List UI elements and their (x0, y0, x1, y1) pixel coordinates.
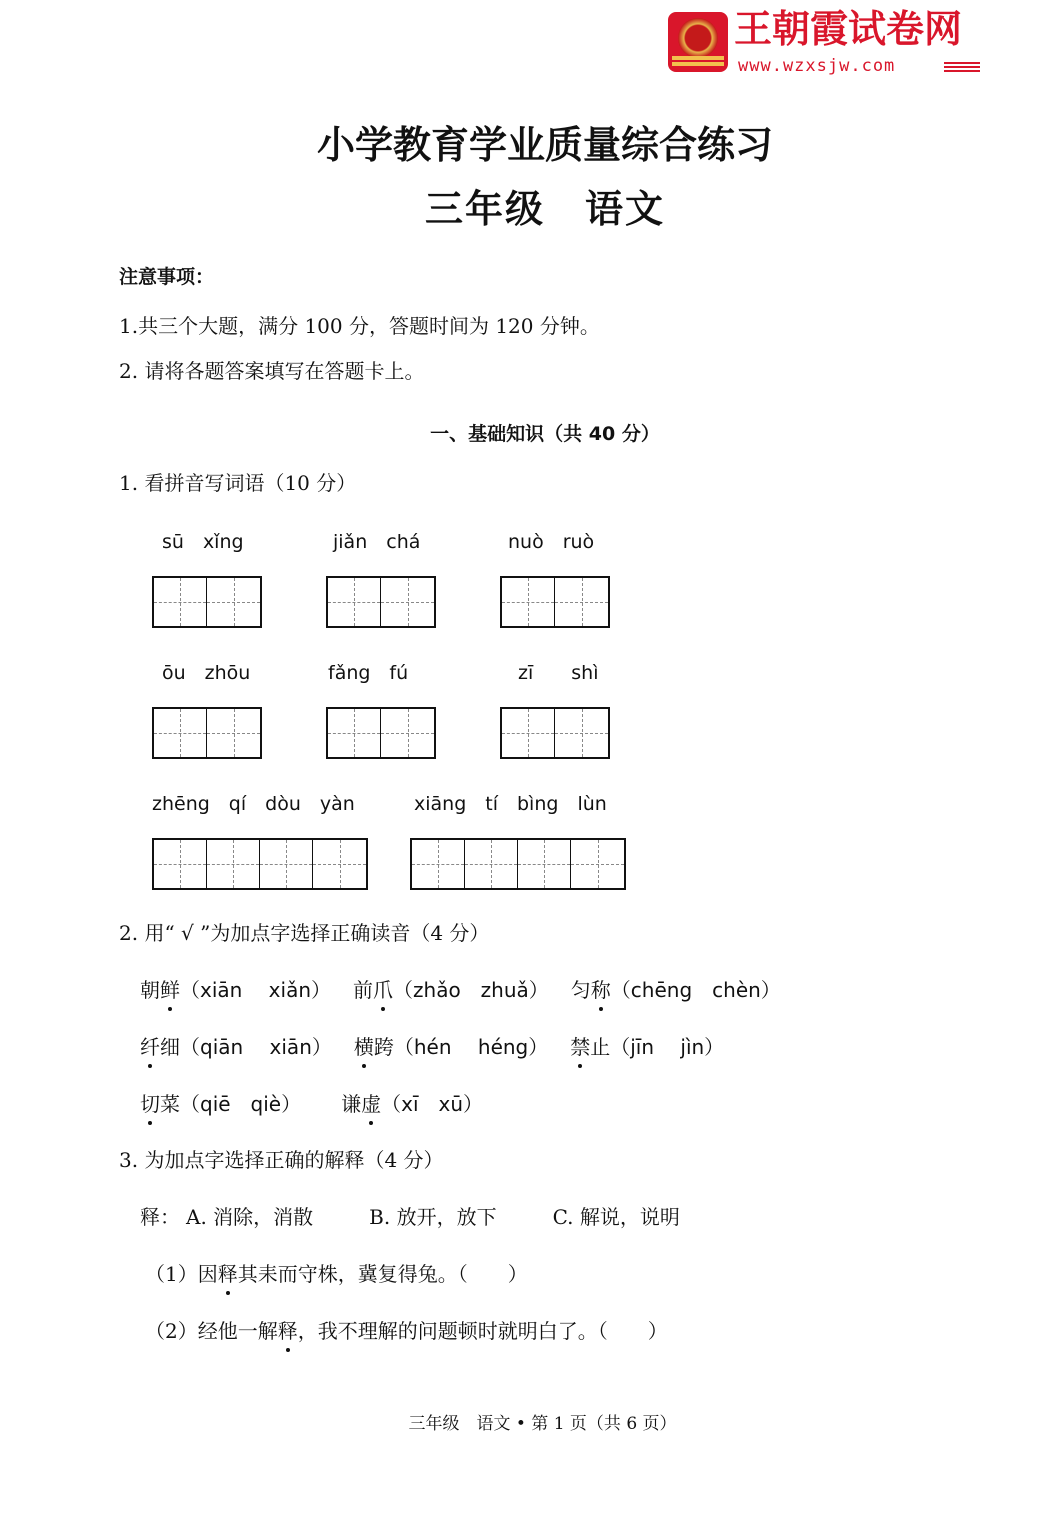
pronunciation-row (140, 977, 781, 1003)
pinyin-label: zī shì (518, 662, 599, 684)
sentence-part: （2）经他一解 (145, 1319, 278, 1343)
writing-grid[interactable] (500, 707, 610, 759)
dotted-char: 鲜 (160, 978, 180, 1002)
sentence-part: ，我不理解的问题顿时就明白了。（ ） (297, 1319, 668, 1343)
pronunciation-item[interactable] (140, 977, 331, 1003)
writing-grid[interactable] (500, 576, 610, 628)
notice-item: 2. 请将各题答案填写在答题卡上。 (119, 359, 425, 383)
pronunciation-item[interactable] (353, 977, 549, 1003)
pinyin-label: xiāng tí bìng lùn (414, 793, 607, 815)
dotted-char: 禁 (570, 1035, 591, 1059)
pinyin-options: （qiē qiè） (180, 1092, 302, 1116)
pinyin-label: ōu zhōu (162, 662, 251, 684)
page-title: 小学教育学业质量综合练习 (316, 123, 773, 167)
writing-grid[interactable] (326, 707, 436, 759)
pinyin-options: （xiān xiǎn） (180, 978, 332, 1002)
notice-heading: 注意事项： (119, 266, 215, 288)
writing-grid[interactable] (152, 576, 262, 628)
dotted-char: 切 (140, 1092, 160, 1116)
question-title: 3. 为加点字选择正确的解释（4 分） (119, 1148, 444, 1172)
site-logo (668, 7, 998, 78)
pinyin-options: （xī xū） (381, 1092, 484, 1116)
word-part: 匀 (570, 978, 591, 1002)
dotted-char: 称 (590, 978, 611, 1002)
pronunciation-item[interactable] (140, 1091, 301, 1117)
word-part: 谦 (341, 1092, 362, 1116)
logo-waves-icon (944, 62, 980, 64)
word-part: 朝 (140, 978, 160, 1002)
pinyin-options: （hén héng） (393, 1035, 549, 1059)
dotted-char: 释 (217, 1262, 238, 1286)
pronunciation-item[interactable] (570, 1034, 724, 1060)
writing-grid[interactable] (326, 576, 436, 628)
pinyin-label: sū xǐng (162, 531, 244, 553)
definition-item[interactable] (145, 1261, 528, 1287)
pronunciation-item[interactable] (354, 1034, 548, 1060)
word-part: 止 (590, 1035, 611, 1059)
pinyin-options: （jīn jìn） (610, 1035, 725, 1059)
sentence-part: （1）因 (145, 1262, 218, 1286)
dotted-char: 纤 (140, 1035, 160, 1059)
definition-option: B. 放开，放下 (369, 1205, 497, 1229)
notice-item: 1.共三个大题，满分 100 分，答题时间为 120 分钟。 (119, 314, 600, 338)
pinyin-options: （zhǎo zhuǎ） (393, 978, 549, 1002)
definition-option: A. 消除，消散 (186, 1205, 314, 1229)
dotted-char: 虚 (361, 1092, 382, 1116)
question-title: 1. 看拼音写词语（10 分） (119, 471, 357, 495)
pinyin-label: jiǎn chá (333, 531, 421, 553)
page-subtitle: 三年级 语文 (424, 187, 665, 231)
dotted-char: 释 (277, 1319, 298, 1343)
question-title: 2. 用“ √ ”为加点字选择正确读音（4 分） (119, 921, 490, 945)
pronunciation-item[interactable] (140, 1034, 332, 1060)
pinyin-options: （chēng chèn） (610, 978, 781, 1002)
writing-grid[interactable] (410, 838, 626, 890)
logo-url: www.wzxsjw.com (738, 56, 896, 76)
logo-emblem-icon (668, 12, 728, 72)
pronunciation-row (140, 1091, 483, 1117)
word-part: 菜 (160, 1092, 180, 1116)
pinyin-label: nuò ruò (508, 531, 595, 553)
definition-row (140, 1204, 680, 1230)
pinyin-options: （qiān xiān） (180, 1035, 332, 1059)
definition-option: C. 解说，说明 (552, 1205, 680, 1229)
logo-name: 王朝霞试卷网 (734, 7, 963, 51)
word-part: 前 (353, 978, 374, 1002)
pinyin-label: zhēng qí dòu yàn (152, 793, 355, 815)
pinyin-label: fǎng fú (328, 662, 409, 684)
dotted-char: 横 (353, 1035, 374, 1059)
word-part: 跨 (373, 1035, 394, 1059)
dotted-char: 爪 (373, 978, 394, 1002)
definition-label: 释： (140, 1205, 180, 1229)
pronunciation-row (140, 1034, 724, 1060)
definition-item[interactable] (145, 1318, 668, 1344)
writing-grid[interactable] (152, 707, 262, 759)
writing-grid[interactable] (152, 838, 368, 890)
page-footer: 三年级 语文 • 第 1 页（共 6 页） (408, 1414, 677, 1434)
section-heading: 一、基础知识（共 40 分） (430, 423, 660, 445)
pronunciation-item[interactable] (341, 1091, 483, 1117)
pronunciation-item[interactable] (571, 977, 781, 1003)
word-part: 细 (160, 1035, 180, 1059)
sentence-part: 其耒而守株，冀复得兔。（ ） (237, 1262, 528, 1286)
